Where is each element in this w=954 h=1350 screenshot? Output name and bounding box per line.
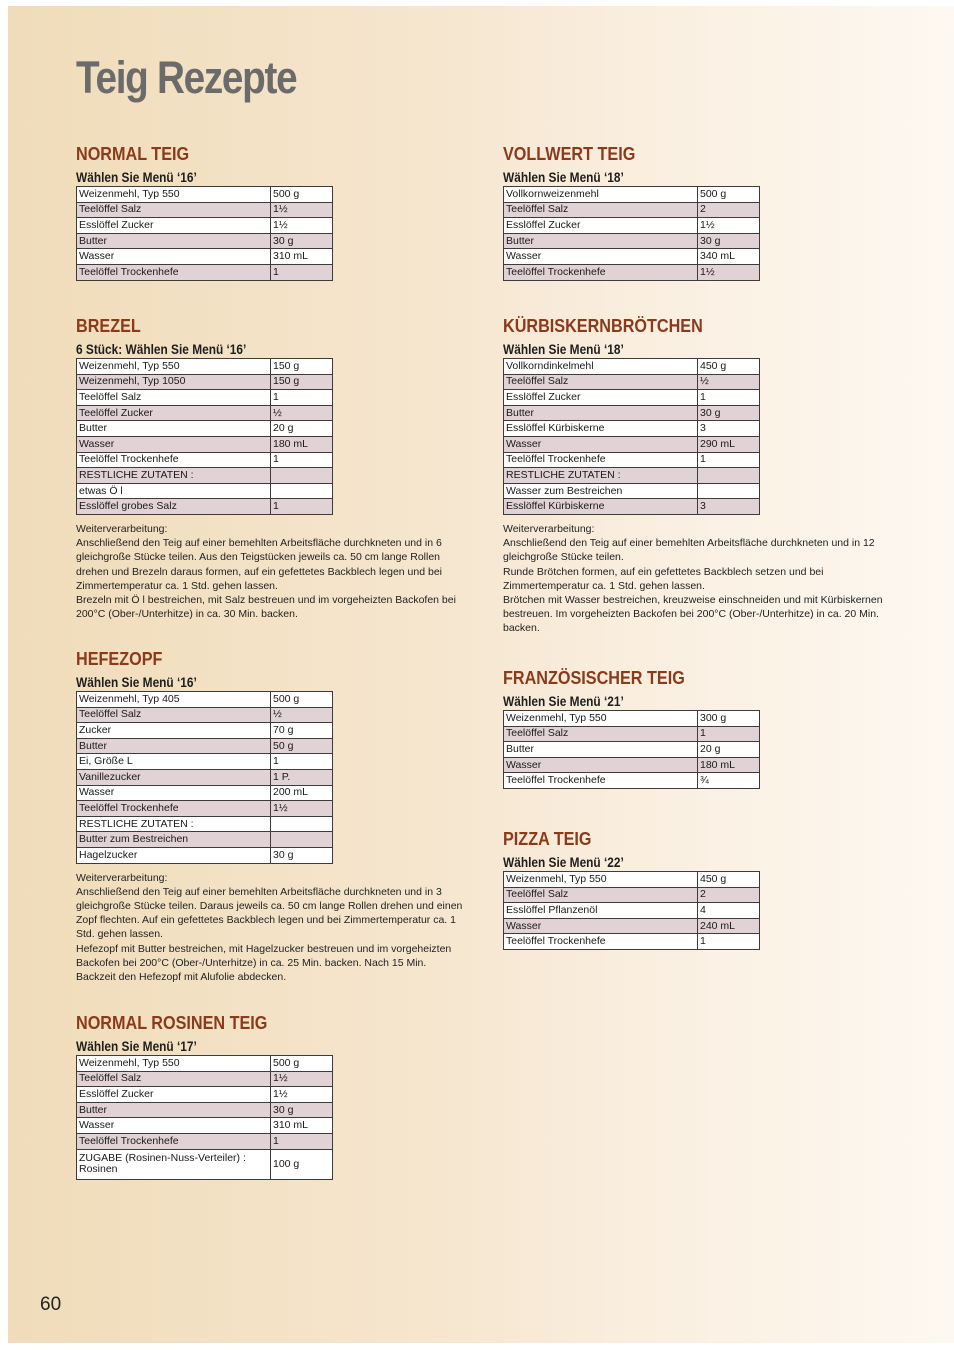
- instructions-line: gleichgroße Stücke teilen.: [503, 551, 624, 564]
- ingredient-name: Teelöffel Salz: [77, 390, 271, 406]
- ingredient-amount: 200 mL: [271, 785, 333, 801]
- ingredient-name: Weizenmehl, Typ 550: [504, 872, 698, 888]
- ingredient-name: Vanillezucker: [77, 769, 271, 785]
- ingredient-amount: 1½: [271, 1087, 333, 1103]
- menu-instruction: Wählen Sie Menü ‘16’: [76, 170, 197, 185]
- ingredient-amount: [698, 483, 760, 499]
- ingredient-row: [77, 754, 333, 770]
- recipe-heading: NORMAL ROSINEN TEIG: [76, 1013, 268, 1033]
- ingredient-name: Esslöffel Kürbiskerne: [504, 499, 698, 515]
- ingredient-name: Ei, Größe L: [77, 754, 271, 770]
- ingredient-name: Butter zum Bestreichen: [77, 832, 271, 848]
- instructions-line: Backzeit den Hefezopf mit Alufolie abdecken.: [76, 970, 287, 983]
- ingredient-name: Wasser: [504, 436, 698, 452]
- ingredient-name: Weizenmehl, Typ 550: [77, 187, 271, 203]
- ingredient-row: [77, 436, 333, 452]
- ingredient-row: [504, 202, 760, 218]
- ingredient-amount: 1: [698, 934, 760, 950]
- ingredient-row: [77, 202, 333, 218]
- ingredient-amount: 1: [698, 726, 760, 742]
- ingredient-name: ZUGABE (Rosinen-Nuss-Verteiler) : Rosinen: [77, 1149, 271, 1179]
- ingredient-amount: 1: [271, 499, 333, 515]
- ingredient-row: [77, 847, 333, 863]
- ingredient-amount: 1: [271, 452, 333, 468]
- ingredient-table: [503, 710, 760, 789]
- ingredient-name: Wasser: [504, 249, 698, 265]
- ingredient-name: Wasser zum Bestreichen: [504, 483, 698, 499]
- ingredient-row: [504, 452, 760, 468]
- ingredient-row: [77, 1056, 333, 1072]
- recipe-heading: BREZEL: [76, 316, 141, 336]
- ingredient-amount: 30 g: [271, 847, 333, 863]
- ingredient-amount: 3: [698, 499, 760, 515]
- ingredient-row: [77, 499, 333, 515]
- ingredient-amount: 500 g: [271, 692, 333, 708]
- ingredient-amount: 1: [698, 452, 760, 468]
- ingredient-amount: 310 mL: [271, 249, 333, 265]
- ingredient-amount: 500 g: [698, 187, 760, 203]
- ingredient-row: [77, 218, 333, 234]
- ingredient-amount: ½: [271, 405, 333, 421]
- instructions-line: Zimmertemperatur ca. 1 Std. gehen lassen.: [76, 579, 278, 592]
- ingredient-table: [76, 186, 333, 281]
- ingredient-name: Zucker: [77, 723, 271, 739]
- ingredient-name: Teelöffel Trockenhefe: [77, 452, 271, 468]
- page-number: 60: [40, 1294, 62, 1315]
- ingredient-name: Wasser: [504, 918, 698, 934]
- ingredient-amount: 50 g: [271, 738, 333, 754]
- instructions-text: [76, 522, 456, 621]
- ingredient-row: [504, 233, 760, 249]
- ingredient-amount: 150 g: [271, 359, 333, 375]
- ingredient-amount: 100 g: [271, 1149, 333, 1179]
- ingredient-name: Wasser: [77, 785, 271, 801]
- ingredient-amount: 30 g: [271, 233, 333, 249]
- instructions-line: gleichgroße Stücke teilen. Daraus jeweils ca. 50 cm lange Rollen drehen und einen: [76, 899, 463, 912]
- ingredient-amount: 340 mL: [698, 249, 760, 265]
- ingredient-row: [77, 738, 333, 754]
- ingredient-name: Butter: [77, 738, 271, 754]
- recipe-franzoesischer-teig: [503, 667, 883, 789]
- ingredient-name: Butter: [504, 742, 698, 758]
- ingredient-amount: 500 g: [271, 187, 333, 203]
- ingredient-name: Teelöffel Salz: [77, 707, 271, 723]
- recipe-heading: PIZZA TEIG: [503, 829, 592, 849]
- recipe-heading: NORMAL TEIG: [76, 144, 190, 164]
- menu-instruction: Wählen Sie Menü ‘17’: [76, 1039, 197, 1054]
- ingredient-name: etwas Ö l: [77, 483, 271, 499]
- ingredient-name: Teelöffel Salz: [77, 1071, 271, 1087]
- ingredient-amount: 1: [271, 754, 333, 770]
- ingredient-row: [504, 436, 760, 452]
- instructions-line: Std. gehen lassen.: [76, 928, 163, 941]
- menu-instruction: Wählen Sie Menü ‘16’: [76, 675, 197, 690]
- ingredient-name: Esslöffel Kürbiskerne: [504, 421, 698, 437]
- ingredient-row: [504, 773, 760, 789]
- ingredient-row: [504, 483, 760, 499]
- ingredient-name: Teelöffel Trockenhefe: [77, 1133, 271, 1149]
- ingredient-name: Butter: [77, 233, 271, 249]
- ingredient-row: [504, 218, 760, 234]
- ingredient-row: [77, 707, 333, 723]
- ingredient-name: Wasser: [77, 249, 271, 265]
- ingredient-name: RESTLICHE ZUTATEN :: [77, 468, 271, 484]
- ingredient-row: [504, 872, 760, 888]
- recipe-heading: FRANZÖSISCHER TEIG: [503, 668, 685, 688]
- ingredient-amount: ½: [698, 374, 760, 390]
- ingredient-amount: ½: [271, 707, 333, 723]
- ingredient-name: Hagelzucker: [77, 847, 271, 863]
- instructions-label: Weiterverarbeitung:: [503, 522, 595, 535]
- ingredient-name: Butter: [504, 233, 698, 249]
- ingredient-row: [77, 483, 333, 499]
- ingredient-amount: 30 g: [698, 233, 760, 249]
- ingredient-table: [76, 691, 333, 864]
- ingredient-row: [77, 1102, 333, 1118]
- ingredient-name: Teelöffel Trockenhefe: [77, 801, 271, 817]
- menu-instruction: Wählen Sie Menü ‘18’: [503, 342, 624, 357]
- recipe-normal-teig: [76, 143, 456, 281]
- ingredient-name: Teelöffel Salz: [504, 726, 698, 742]
- ingredient-name: Weizenmehl, Typ 405: [77, 692, 271, 708]
- ingredient-row: [77, 1133, 333, 1149]
- ingredient-row: [77, 692, 333, 708]
- ingredient-name: Wasser: [504, 757, 698, 773]
- ingredient-amount: [271, 816, 333, 832]
- ingredient-row: [77, 816, 333, 832]
- recipe-vollwert-teig: [503, 143, 883, 281]
- ingredient-amount: 30 g: [271, 1102, 333, 1118]
- ingredient-table: [503, 186, 760, 281]
- ingredient-amount: 20 g: [271, 421, 333, 437]
- ingredient-name: RESTLICHE ZUTATEN :: [77, 816, 271, 832]
- ingredient-name: Teelöffel Trockenhefe: [504, 934, 698, 950]
- instructions-line: drehen und Brezeln daraus formen, auf ein gefettetes Backblech legen und bei: [76, 565, 442, 578]
- ingredient-name: Esslöffel Pflanzenöl: [504, 903, 698, 919]
- recipe-heading: HEFEZOPF: [76, 649, 163, 669]
- ingredient-row: [77, 249, 333, 265]
- instructions-line: 200°C (Ober-/Unterhitze) in ca. 30 Min. backen.: [76, 608, 298, 621]
- ingredient-row: [77, 390, 333, 406]
- ingredient-amount: [698, 468, 760, 484]
- ingredient-amount: 300 g: [698, 711, 760, 727]
- ingredient-row: [77, 1118, 333, 1134]
- instructions-text: [503, 522, 883, 636]
- ingredient-amount: 180 mL: [698, 757, 760, 773]
- ingredient-amount: 20 g: [698, 742, 760, 758]
- ingredient-name: Weizenmehl, Typ 550: [77, 359, 271, 375]
- ingredient-amount: 1½: [271, 1071, 333, 1087]
- ingredient-name: Butter: [77, 421, 271, 437]
- ingredient-name: Esslöffel Zucker: [504, 390, 698, 406]
- ingredient-row: [504, 903, 760, 919]
- ingredient-row: [77, 452, 333, 468]
- instructions-label: Weiterverarbeitung:: [76, 522, 168, 535]
- ingredient-name: Weizenmehl, Typ 550: [504, 711, 698, 727]
- ingredient-row: [77, 421, 333, 437]
- ingredient-row: [77, 1071, 333, 1087]
- ingredient-name: Wasser: [77, 1118, 271, 1134]
- ingredient-amount: 1½: [271, 202, 333, 218]
- ingredient-amount: 500 g: [271, 1056, 333, 1072]
- instructions-line: gleichgroße Stücke teilen. Aus den Teigstücken jeweils ca. 50 cm lange Rollen: [76, 551, 441, 564]
- ingredient-name: Esslöffel Zucker: [77, 1087, 271, 1103]
- ingredient-row: [77, 359, 333, 375]
- ingredient-table: [76, 1055, 333, 1180]
- instructions-line: Brötchen mit Wasser bestreichen, kreuzweise einschneiden und mit Kürbiskernen: [503, 593, 883, 606]
- instructions-line: Hefezopf mit Butter bestreichen, mit Hagelzucker bestreuen und im vorgeheizten: [76, 942, 452, 955]
- ingredient-row: [77, 1087, 333, 1103]
- ingredient-name: Weizenmehl, Typ 1050: [77, 374, 271, 390]
- ingredient-amount: 1 P.: [271, 769, 333, 785]
- ingredient-row: [504, 249, 760, 265]
- ingredient-amount: 2: [698, 887, 760, 903]
- ingredient-row: [504, 742, 760, 758]
- recipe-heading: VOLLWERT TEIG: [503, 144, 636, 164]
- ingredient-amount: 1½: [271, 801, 333, 817]
- ingredient-amount: 310 mL: [271, 1118, 333, 1134]
- ingredient-row: [504, 421, 760, 437]
- instructions-line: Anschließend den Teig auf einer bemehlten Arbeitsfläche durchkneten und in 6: [76, 537, 442, 550]
- ingredient-row: [504, 726, 760, 742]
- ingredient-amount: 450 g: [698, 359, 760, 375]
- ingredient-amount: [271, 832, 333, 848]
- recipe-brezel: [76, 315, 456, 621]
- ingredient-row: [77, 468, 333, 484]
- ingredient-row: [77, 1149, 333, 1179]
- instructions-line: Zopf flechten. Auf ein gefettetes Backblech legen und bei Zimmertemperatur ca. 1: [76, 914, 456, 927]
- instructions-line: backen.: [503, 622, 540, 635]
- recipe-pizza-teig: [503, 828, 883, 950]
- ingredient-name: Teelöffel Trockenhefe: [504, 773, 698, 789]
- ingredient-amount: 1: [271, 390, 333, 406]
- ingredient-amount: 450 g: [698, 872, 760, 888]
- instructions-line: Anschließend den Teig auf einer bemehlten Arbeitsfläche durchkneten und in 3: [76, 885, 442, 898]
- ingredient-name: Teelöffel Trockenhefe: [77, 264, 271, 280]
- recipe-heading: KÜRBISKERNBRÖTCHEN: [503, 316, 703, 336]
- ingredient-name: Esslöffel grobes Salz: [77, 499, 271, 515]
- ingredient-name: Teelöffel Zucker: [77, 405, 271, 421]
- ingredient-row: [77, 264, 333, 280]
- ingredient-row: [77, 801, 333, 817]
- ingredient-row: [77, 405, 333, 421]
- ingredient-name: Teelöffel Trockenhefe: [504, 264, 698, 280]
- recipe-kuerbiskernbroetchen: [503, 315, 883, 636]
- menu-instruction: Wählen Sie Menü ‘18’: [503, 170, 624, 185]
- ingredient-row: [504, 934, 760, 950]
- ingredient-amount: [271, 483, 333, 499]
- ingredient-name: Teelöffel Salz: [504, 374, 698, 390]
- ingredient-row: [504, 499, 760, 515]
- ingredient-name: Vollkornweizenmehl: [504, 187, 698, 203]
- ingredient-row: [77, 832, 333, 848]
- ingredient-table: [76, 358, 333, 515]
- ingredient-row: [504, 887, 760, 903]
- ingredient-amount: ¾: [698, 773, 760, 789]
- ingredient-row: [77, 785, 333, 801]
- ingredient-amount: 1½: [271, 218, 333, 234]
- ingredient-row: [504, 711, 760, 727]
- ingredient-row: [504, 359, 760, 375]
- ingredient-amount: 1: [698, 390, 760, 406]
- ingredient-amount: 1: [271, 1133, 333, 1149]
- instructions-line: Anschließend den Teig auf einer bemehlten Arbeitsfläche durchkneten und in 12: [503, 537, 875, 550]
- ingredient-amount: 240 mL: [698, 918, 760, 934]
- ingredient-name: Esslöffel Zucker: [504, 218, 698, 234]
- ingredient-name: Teelöffel Trockenhefe: [504, 452, 698, 468]
- ingredient-name: Butter: [504, 405, 698, 421]
- ingredient-amount: 2: [698, 202, 760, 218]
- instructions-line: Runde Brötchen formen, auf ein gefettetes Backblech setzen und bei: [503, 565, 824, 578]
- ingredient-row: [77, 723, 333, 739]
- ingredient-amount: 70 g: [271, 723, 333, 739]
- menu-instruction: Wählen Sie Menü ‘22’: [503, 855, 624, 870]
- instructions-line: bestreuen. Im vorgeheizten Backofen bei 200°C (Ober-/Unterhitze) in ca. 20 Min.: [503, 608, 879, 621]
- ingredient-row: [504, 187, 760, 203]
- instructions-line: Zimmertemperatur ca. 1 Std. gehen lassen.: [503, 579, 705, 592]
- page-title: Teig Rezepte: [76, 52, 297, 103]
- ingredient-amount: 1½: [698, 218, 760, 234]
- ingredient-name: Teelöffel Salz: [77, 202, 271, 218]
- instructions-text: [76, 871, 463, 985]
- recipe-normal-rosinen-teig: [76, 1012, 456, 1180]
- instructions-line: Brezeln mit Ö l bestreichen, mit Salz bestreuen und im vorgeheizten Backofen bei: [76, 593, 456, 606]
- ingredient-name: Teelöffel Salz: [504, 202, 698, 218]
- ingredient-table: [503, 358, 760, 515]
- ingredient-amount: 290 mL: [698, 436, 760, 452]
- ingredient-row: [504, 918, 760, 934]
- ingredient-amount: 180 mL: [271, 436, 333, 452]
- ingredient-row: [77, 233, 333, 249]
- ingredient-row: [77, 769, 333, 785]
- ingredient-row: [504, 757, 760, 773]
- ingredient-row: [77, 187, 333, 203]
- ingredient-name: Teelöffel Salz: [504, 887, 698, 903]
- ingredient-amount: [271, 468, 333, 484]
- ingredient-name: Weizenmehl, Typ 550: [77, 1056, 271, 1072]
- ingredient-row: [504, 264, 760, 280]
- ingredient-amount: 150 g: [271, 374, 333, 390]
- menu-instruction: 6 Stück: Wählen Sie Menü ‘16’: [76, 342, 247, 357]
- ingredient-name: Butter: [77, 1102, 271, 1118]
- ingredient-row: [504, 468, 760, 484]
- ingredient-name: Wasser: [77, 436, 271, 452]
- ingredient-row: [504, 390, 760, 406]
- ingredient-row: [504, 374, 760, 390]
- ingredient-amount: 30 g: [698, 405, 760, 421]
- ingredient-amount: 1: [271, 264, 333, 280]
- ingredient-name: Vollkorndinkelmehl: [504, 359, 698, 375]
- instructions-label: Weiterverarbeitung:: [76, 871, 168, 884]
- ingredient-row: [77, 374, 333, 390]
- ingredient-table: [503, 871, 760, 950]
- ingredient-name: RESTLICHE ZUTATEN :: [504, 468, 698, 484]
- ingredient-name: Esslöffel Zucker: [77, 218, 271, 234]
- recipe-hefezopf: [76, 648, 463, 984]
- instructions-line: Backofen bei 200°C (Ober-/Unterhitze) in ca. 25 Min. backen. Nach 15 Min.: [76, 956, 427, 969]
- ingredient-amount: 3: [698, 421, 760, 437]
- ingredient-amount: 1½: [698, 264, 760, 280]
- ingredient-amount: 4: [698, 903, 760, 919]
- ingredient-row: [504, 405, 760, 421]
- menu-instruction: Wählen Sie Menü ‘21’: [503, 694, 624, 709]
